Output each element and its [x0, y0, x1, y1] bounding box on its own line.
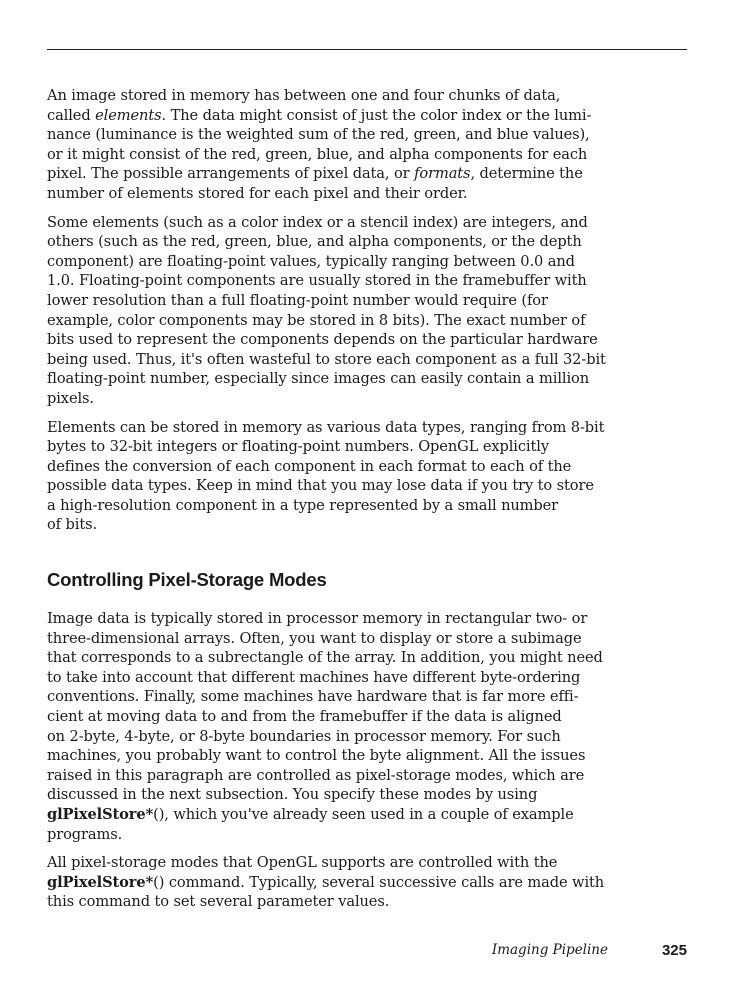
page-number: 325: [661, 942, 687, 959]
header-rule: [47, 49, 687, 50]
emphasized-term: formats: [414, 165, 471, 183]
paragraph: [47, 609, 607, 844]
function-name: glPixelStore*: [47, 806, 154, 823]
text-run: An image stored in memory has between one and four chunks of data, called: [47, 87, 561, 124]
page-footer: [0, 942, 734, 964]
paragraph: [47, 853, 607, 912]
text-run: Image data is typically stored in processor memory in rectangular two- or three-dimensional arrays. Often, you want to display or store a subimage that corresponds to a subrectangle of the array. In addition, you might need to take into account that different machines have different byte-ordering conventions. Finally, some machines have hardware that is far more effi- cient at moving data to and from the framebuffer if the data is aligned on 2-byte, 4-byte, or 8-byte boundaries in processor memory. For such machines, you probably want to control the byte alignment. All the issues raised in this paragraph are controlled as pixel-storage modes, which are discussed in the next subsection. You specify these modes by using: [47, 610, 603, 804]
text-run: . The data might consist of just the color index or the lumi- nance (luminance is the weighted sum of the red, green, and blue values), or it might consist of the red, green, blue, and alpha components for each pixel. The possible arrangements of pixel data, or: [47, 106, 592, 183]
text-run: Elements can be stored in memory as various data types, ranging from 8-bit bytes to 32-bit integers or floating-point numbers. OpenGL explicitly defines the conversion of each component in each format to each of the possible data types. Keep in mind that you may lose data if you try to store a high-resolution component in a type represented by a small number of bits.: [47, 418, 605, 534]
paragraph: [47, 213, 607, 409]
text-run: , determine the number of elements stored for each pixel and their order.: [47, 165, 583, 202]
running-title: Imaging Pipeline: [491, 942, 608, 958]
section-heading: Controlling Pixel-Storage Modes: [47, 569, 327, 591]
emphasized-term: elements: [95, 106, 162, 124]
paragraph: [47, 418, 607, 536]
text-run: All pixel-storage modes that OpenGL supports are controlled with the: [47, 854, 558, 872]
text-run: () command. Typically, several successive calls are made with this command to set several parameter values.: [47, 873, 605, 911]
body-text: [47, 86, 607, 921]
text-run: Some elements (such as a color index or a stencil index) are integers, and others (such as the red, green, blue, and alpha components, or the depth component) are floating-point values, typically ranging between 0.0 and 1.0. Floating-point components are usually stored in the framebuffer with lower resolution than a full floating-point number would require (for example, color components may be stored in 8 bits). The exact number of bits used to represent the components depends on the particular hardware being used. Thus, it's often wasteful to store each component as a full 32-bit floating-point number, especially since images can easily contain a million pixels.: [47, 213, 606, 407]
function-name: glPixelStore*: [47, 873, 154, 891]
paragraph: [47, 86, 607, 204]
text-run: (), which you've already seen used in a couple of example programs.: [47, 806, 574, 843]
